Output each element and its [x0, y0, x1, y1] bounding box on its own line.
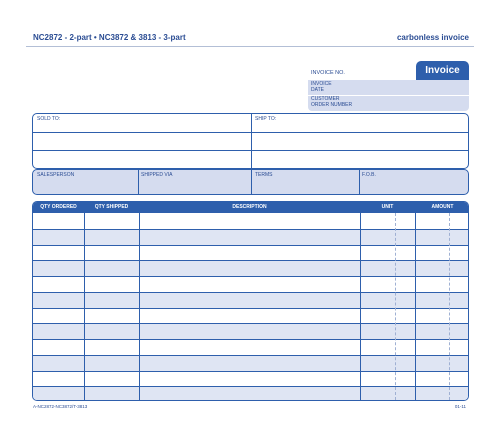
- table-row: [33, 339, 468, 356]
- col-line-4: [415, 202, 416, 400]
- table-row: [33, 292, 468, 309]
- customer-order-label-1: CUSTOMER: [311, 96, 340, 102]
- invoice-title: Invoice: [416, 61, 469, 80]
- fob-label: F.O.B.: [362, 172, 376, 178]
- table-row: [33, 355, 468, 372]
- table-row: [33, 213, 468, 229]
- col-unit: UNIT: [381, 204, 394, 210]
- header-divider: [26, 46, 474, 47]
- ship-to-label: SHIP TO:: [255, 116, 277, 122]
- header-brand-tag: carbonless invoice: [396, 33, 469, 42]
- col-line-1: [84, 202, 85, 400]
- table-header: [33, 202, 468, 213]
- table-row: [33, 229, 468, 246]
- line-items-table: [32, 201, 469, 401]
- invoice-date-label-2: DATE: [311, 86, 324, 93]
- sold-to-label: SOLD TO:: [37, 116, 61, 122]
- table-row: [33, 260, 468, 277]
- salesperson-label: SALESPERSON: [37, 172, 75, 178]
- address-divider: [251, 114, 252, 168]
- table-row: [33, 386, 468, 401]
- col-line-3: [360, 202, 361, 400]
- header-models: NC2872 - 2-part • NC3872 & 3813 - 3-part: [33, 33, 186, 42]
- address-line-2: [33, 150, 468, 151]
- shipped-via-label: SHIPPED VIA: [141, 172, 173, 178]
- terms-label: TERMS: [255, 172, 273, 178]
- invoice-info-box: [308, 80, 469, 111]
- meta-divider-2: [251, 170, 252, 194]
- order-meta-box: [32, 169, 469, 195]
- invoice-no-label: INVOICE NO.: [311, 70, 345, 76]
- amount-cents-line: [449, 213, 450, 400]
- customer-order-label-2: ORDER NUMBER: [311, 101, 353, 108]
- table-row: [33, 308, 468, 325]
- unit-cents-line: [395, 213, 396, 400]
- col-amount: AMOUNT: [431, 204, 454, 210]
- meta-divider-3: [359, 170, 360, 194]
- meta-divider-1: [138, 170, 139, 194]
- address-line-1: [33, 132, 468, 133]
- col-description: DESCRIPTION: [232, 204, 267, 210]
- address-box: [32, 113, 469, 169]
- invoice-date-label-1: INVOICE: [311, 81, 332, 87]
- col-qty-shipped: QTY SHIPPED: [94, 204, 129, 210]
- form-code: A-NC2872-NC3872/T-3813: [33, 404, 88, 409]
- table-row: [33, 276, 468, 293]
- col-line-2: [139, 202, 140, 400]
- table-row: [33, 245, 468, 262]
- table-row: [33, 323, 468, 340]
- table-row: [33, 371, 468, 388]
- form-revision: 01-11: [454, 404, 466, 409]
- col-qty-ordered: QTY ORDERED: [40, 204, 77, 210]
